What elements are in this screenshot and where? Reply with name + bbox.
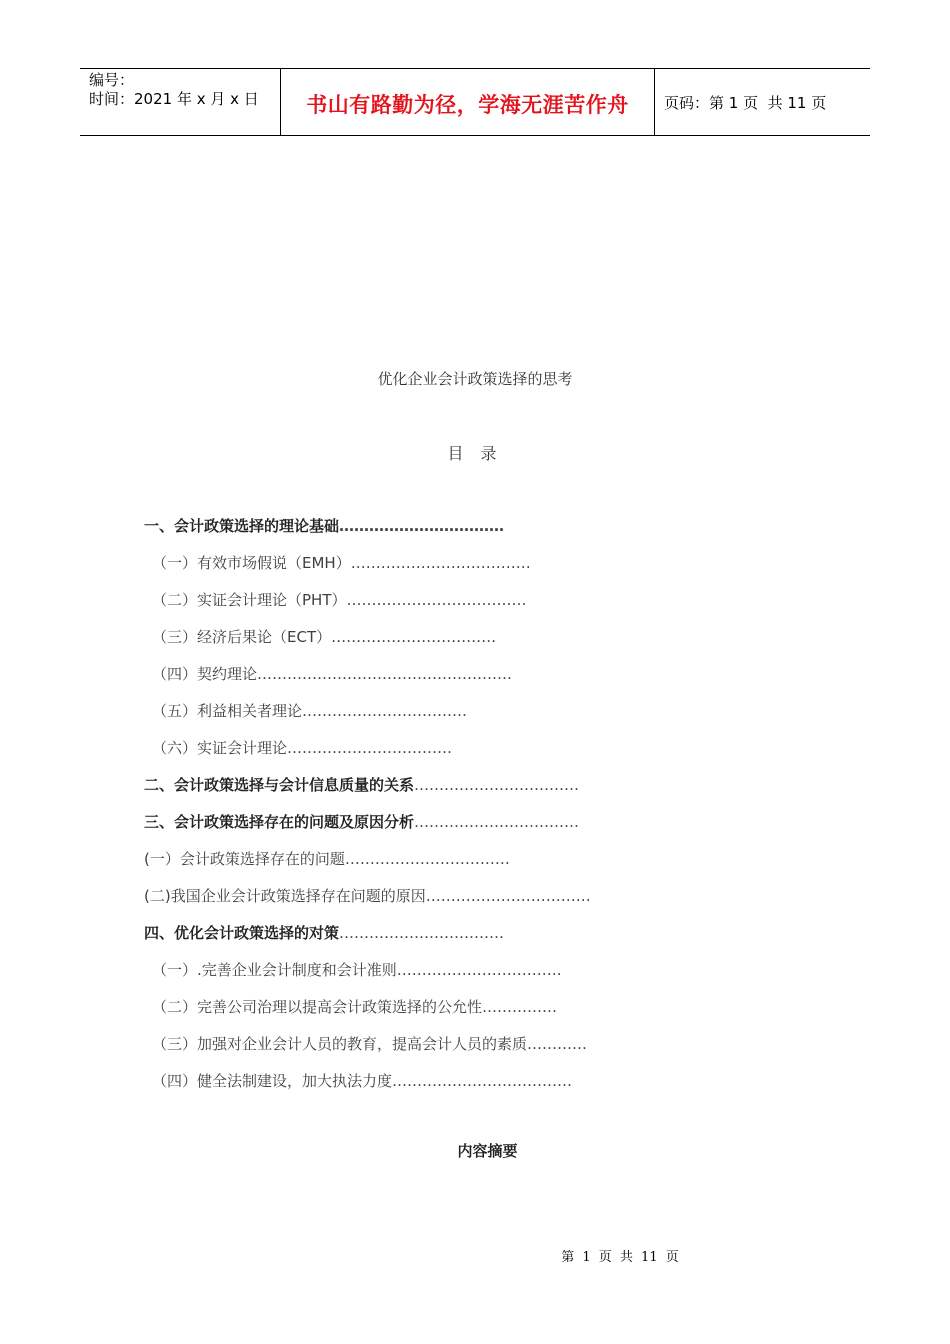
table-of-contents bbox=[144, 512, 844, 1104]
toc-entry[interactable]: （四）契约理论…………………………………………… bbox=[152, 665, 513, 683]
document-title: 优化企业会计政策选择的思考 bbox=[377, 370, 573, 388]
document-number-label: 编号： bbox=[89, 71, 135, 89]
toc-entry[interactable]: （六）实证会计理论…………………………… bbox=[152, 739, 453, 757]
header-info-cell bbox=[80, 69, 281, 135]
toc-entry[interactable]: (二)我国企业会计政策选择存在问题的原因…………………………… bbox=[144, 887, 591, 905]
header-page-label: 页码：第 1 页 共 11 页 bbox=[664, 93, 827, 112]
toc-entry[interactable]: 四、优化会计政策选择的对策…………………………… bbox=[144, 924, 505, 942]
toc-entry[interactable]: （二）实证会计理论（PHT）……………………………… bbox=[152, 591, 527, 609]
toc-entry[interactable]: （一）.完善企业会计制度和会计准则…………………………… bbox=[152, 961, 562, 979]
toc-heading: 目 录 bbox=[447, 444, 503, 463]
toc-entry[interactable]: （五）利益相关者理论…………………………… bbox=[152, 702, 468, 720]
toc-entry[interactable]: 二、会计政策选择与会计信息质量的关系…………………………… bbox=[144, 776, 580, 794]
header-motto-cell bbox=[281, 69, 655, 135]
header-page-cell bbox=[655, 69, 870, 135]
summary-heading: 内容摘要 bbox=[457, 1142, 518, 1160]
toc-entry[interactable]: （三）经济后果论（ECT）…………………………… bbox=[152, 628, 497, 646]
toc-entry[interactable]: (一）会计政策选择存在的问题…………………………… bbox=[144, 850, 510, 868]
toc-entry[interactable]: （四）健全法制建设，加大执法力度……………………………… bbox=[152, 1072, 573, 1090]
toc-entry[interactable]: （一）有效市场假说（EMH）……………………………… bbox=[152, 554, 531, 572]
toc-entry[interactable]: （三）加强对企业会计人员的教育，提高会计人员的素质………… bbox=[152, 1035, 588, 1053]
toc-entry[interactable]: 三、会计政策选择存在的问题及原因分析…………………………… bbox=[144, 813, 580, 831]
header-motto: 书山有路勤为径，学海无涯苦作舟 bbox=[306, 93, 629, 117]
page-header bbox=[80, 68, 870, 136]
page-footer: 第 1 页 共 11 页 bbox=[561, 1250, 679, 1265]
document-time-label: 时间：2021 年 x 月 x 日 bbox=[89, 90, 259, 108]
toc-entry[interactable]: 一、会计政策选择的理论基础…………………………… bbox=[144, 517, 505, 535]
toc-entry[interactable]: （二）完善公司治理以提高会计政策选择的公允性…………… bbox=[152, 998, 558, 1016]
